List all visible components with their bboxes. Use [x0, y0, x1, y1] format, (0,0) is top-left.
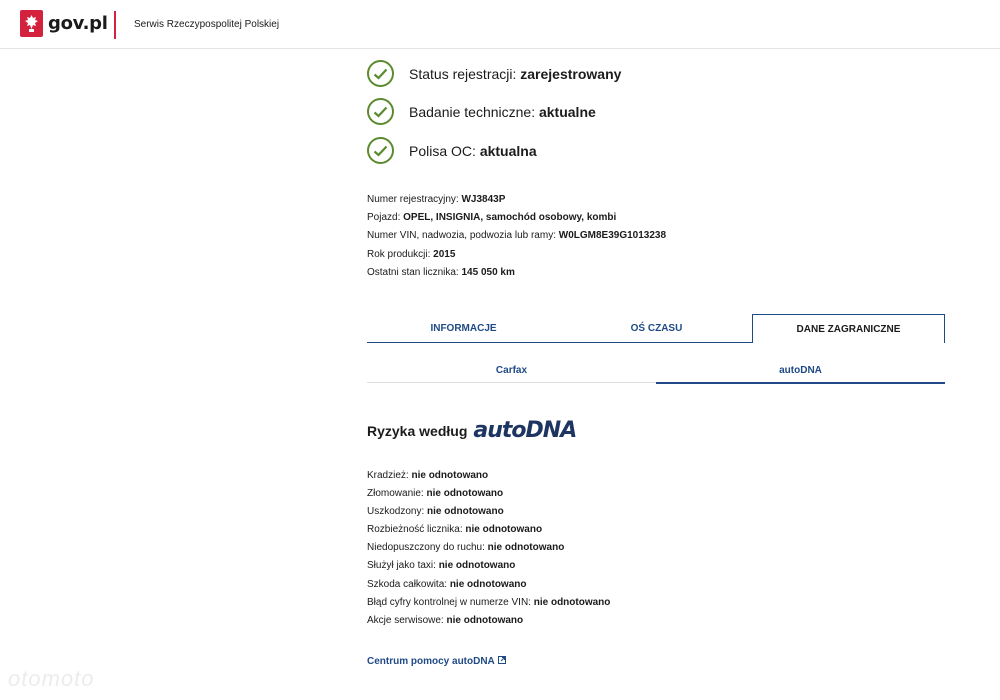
detail-row: Numer rejestracyjny: WJ3843P	[367, 194, 506, 205]
main-tabs	[367, 314, 945, 343]
status-registration	[367, 60, 621, 87]
risk-item: Niedopuszczony do ruchu: nie odnotowano	[367, 542, 565, 554]
subtab-autodna[interactable]: autoDNA	[779, 365, 822, 376]
header-subtitle: Serwis Rzeczypospolitej Polskiej	[134, 19, 280, 30]
help-link-label: Centrum pomocy autoDNA	[367, 656, 495, 667]
eagle-icon	[20, 10, 43, 37]
status-inspection	[367, 98, 596, 125]
vehicle-details	[367, 191, 666, 282]
check-icon	[367, 60, 394, 87]
logo-text: gov.pl	[48, 13, 108, 34]
risk-item: Służył jako taxi: nie odnotowano	[367, 560, 516, 572]
tab-dane-zagraniczne[interactable]: DANE ZAGRANICZNE	[752, 314, 945, 343]
risk-item: Uszkodzony: nie odnotowano	[367, 506, 504, 518]
watermark: otomoto	[8, 666, 95, 691]
subtab-carfax[interactable]: Carfax	[495, 365, 528, 376]
gov-logo[interactable]	[20, 10, 108, 37]
sub-tabs	[367, 358, 945, 384]
status-insurance	[367, 137, 537, 164]
risk-item: Błąd cyfry kontrolnej w numerze VIN: nie odnotowano	[367, 596, 611, 608]
tab-informacje[interactable]: INFORMACJE	[430, 323, 497, 334]
status-text: Status rejestracji: zarejestrowany	[409, 65, 622, 82]
risk-item: Złomowanie: nie odnotowano	[367, 488, 504, 500]
check-icon	[367, 137, 394, 164]
risk-item: Kradzież: nie odnotowano	[367, 470, 489, 481]
risk-title: Ryzyka według	[367, 422, 468, 439]
tab-os-czasu[interactable]: OŚ CZASU	[630, 323, 683, 334]
check-icon	[367, 98, 394, 125]
detail-row: Ostatni stan licznika: 145 050 km	[367, 266, 515, 278]
header-divider	[114, 11, 116, 39]
risk-item: Szkoda całkowita: nie odnotowano	[367, 578, 527, 590]
detail-row: Numer VIN, nadwozia, podwozia lub ramy: W0LGM8E39G1013238	[367, 230, 667, 242]
status-text: Polisa OC: aktualna	[409, 142, 537, 159]
external-link-icon	[498, 656, 506, 667]
risk-list	[367, 467, 610, 630]
risk-heading	[367, 418, 576, 443]
detail-row: Rok produkcji: 2015	[367, 248, 456, 260]
site-header	[0, 0, 1000, 49]
detail-row: Pojazd: OPEL, INSIGNIA, samochód osobowy, kombi	[367, 212, 617, 224]
risk-item: Rozbieżność licznika: nie odnotowano	[367, 524, 543, 536]
autodna-logo: autoDNA	[473, 418, 577, 443]
autodna-help-link[interactable]	[367, 656, 506, 667]
risk-item: Akcje serwisowe: nie odnotowano	[367, 614, 524, 626]
status-text: Badanie techniczne: aktualne	[409, 103, 596, 120]
